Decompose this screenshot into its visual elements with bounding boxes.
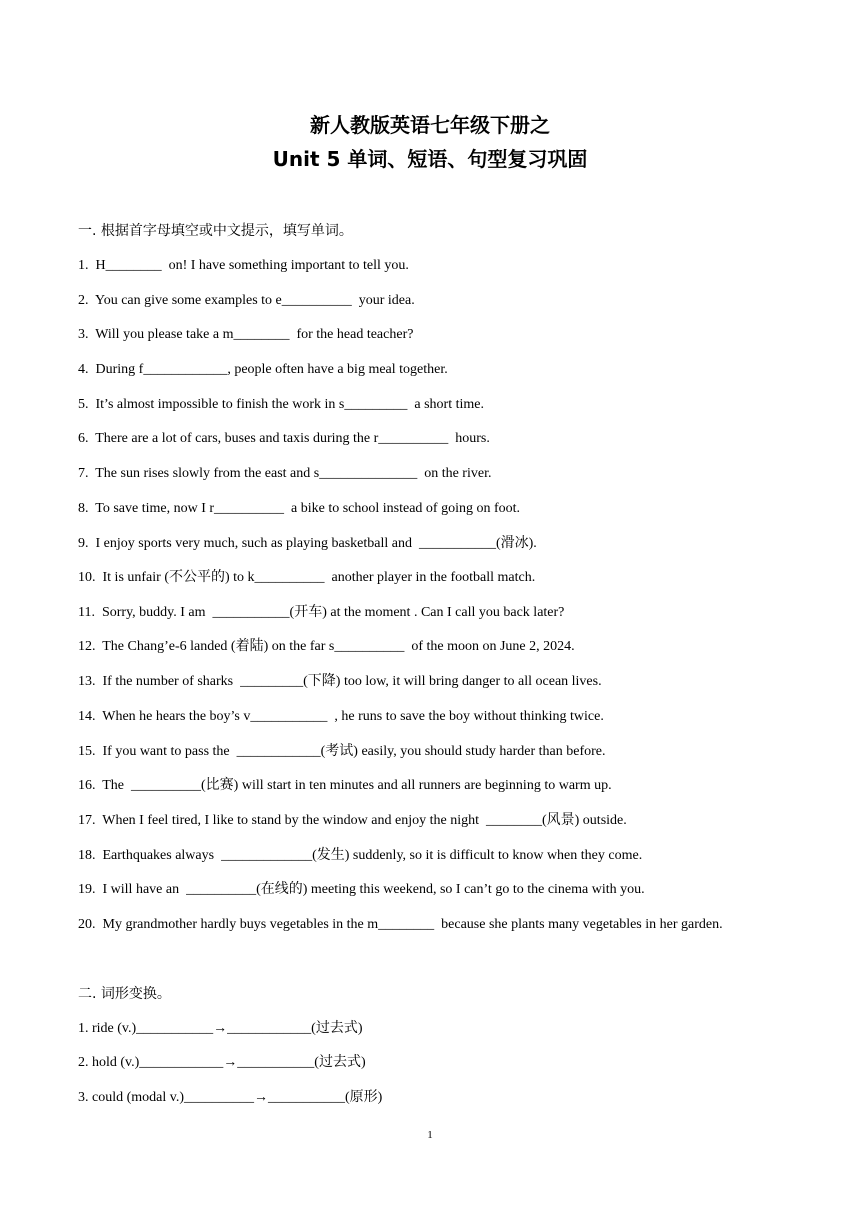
question-18: 18. Earthquakes always _____________(发生) suddenly, so it is difficult to know when they come. <box>78 848 643 863</box>
question-4: 4. During f____________, people often have a big meal together. <box>78 362 448 377</box>
question-3: 3. Will you please take a m________ for the head teacher? <box>78 327 414 342</box>
page-title-line2: Unit 5 单词、短语、句型复习巩固 <box>272 147 588 171</box>
question-15: 15. If you want to pass the ____________(考试) easily, you should study harder than before. <box>78 744 606 759</box>
question-2: 2. You can give some examples to e__________ your idea. <box>78 293 415 308</box>
question-16: 16. The __________(比赛) will start in ten minutes and all runners are beginning to warm up. <box>78 778 612 793</box>
question-12: 12. The Chang’e-6 landed (着陆) on the far s__________ of the moon on June 2, 2024. <box>78 639 575 654</box>
question-7: 7. The sun rises slowly from the east and s______________ on the river. <box>78 466 492 481</box>
page-number: 1 <box>427 1129 433 1141</box>
question-9: 9. I enjoy sports very much, such as playing basketball and ___________(滑冰). <box>78 536 537 551</box>
page-title-line1: 新人教版英语七年级下册之 <box>310 113 550 137</box>
question-5: 5. It’s almost impossible to finish the work in s_________ a short time. <box>78 397 484 412</box>
question-19: 19. I will have an __________(在线的) meeting this weekend, so I can’t go to the cinema with you. <box>78 882 645 897</box>
word-form-3: 3. could (modal v.)__________→___________(原形) <box>78 1090 383 1105</box>
question-20: 20. My grandmother hardly buys vegetables in the m________ because she plants many vegetables in her garden. <box>78 917 723 932</box>
word-form-2: 2. hold (v.)____________→___________(过去式) <box>78 1055 366 1070</box>
section2-heading: 二. 词形变换。 <box>78 986 171 1002</box>
question-14: 14. When he hears the boy’s v___________ , he runs to save the boy without thinking twice. <box>78 709 604 724</box>
question-8: 8. To save time, now I r__________ a bike to school instead of going on foot. <box>78 501 521 516</box>
question-10: 10. It is unfair (不公平的) to k__________ another player in the football match. <box>78 570 536 585</box>
section1-heading: 一. 根据首字母填空或中文提示，填写单词。 <box>78 223 353 239</box>
question-1: 1. H________ on! I have something important to tell you. <box>78 258 409 273</box>
question-17: 17. When I feel tired, I like to stand by the window and enjoy the night ________(风景) outside. <box>78 813 627 828</box>
question-6: 6. There are a lot of cars, buses and taxis during the r__________ hours. <box>78 431 490 446</box>
question-11: 11. Sorry, buddy. I am ___________(开车) at the moment . Can I call you back later? <box>78 605 565 620</box>
word-form-1: 1. ride (v.)___________→____________(过去式) <box>78 1021 363 1036</box>
question-13: 13. If the number of sharks _________(下降) too low, it will bring danger to all ocean lives. <box>78 674 602 689</box>
